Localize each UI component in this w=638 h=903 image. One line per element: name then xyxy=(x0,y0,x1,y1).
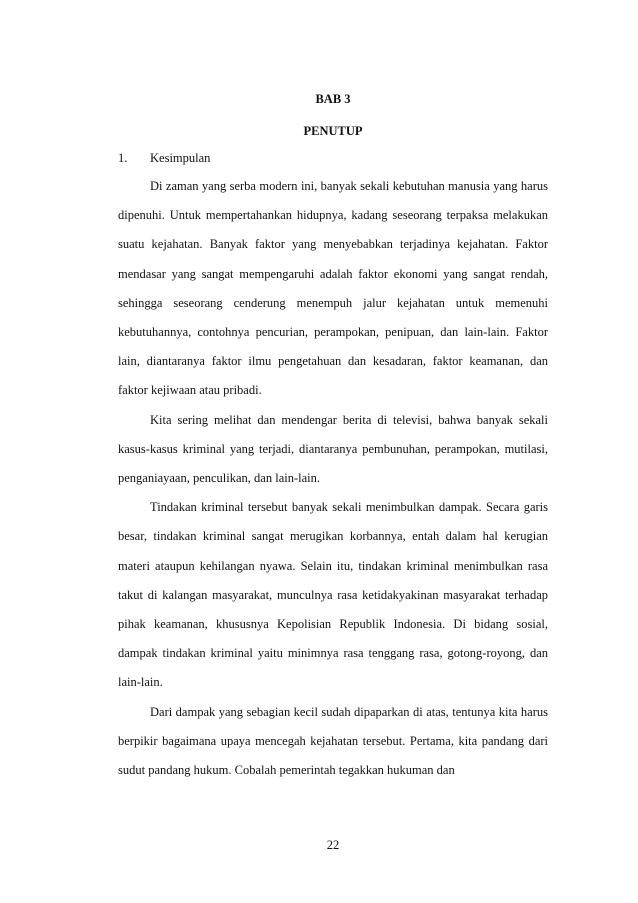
section-number: 1. xyxy=(118,151,128,165)
page-number: 22 xyxy=(326,838,340,852)
paragraph: Kita sering melihat dan mendengar berita di televisi, bahwa banyak sekali kasus-kasus kriminal yang terjadi, diantaranya pembunuhan, perampokan, mutilasi, penganiayaan, penculikan, dan lain-lain. xyxy=(118,412,548,486)
chapter-heading: BAB 3 xyxy=(315,92,351,106)
body-text xyxy=(118,172,548,785)
section-label: Kesimpulan xyxy=(150,151,211,165)
paragraph: Dari dampak yang sebagian kecil sudah dipaparkan di atas, tentunya kita harus berpikir bagaimana upaya mencegah kejahatan tersebut. Pertama, kita pandang dari sudut pandang hukum. Cobalah pemerintah tegakkan hukuman dan xyxy=(118,704,548,778)
paragraph: Tindakan kriminal tersebut banyak sekali menimbulkan dampak. Secara garis besar, tindakan kriminal sangat merugikan korbannya, entah dalam hal kerugian materi ataupun kehilangan nyawa. Selain itu, tindakan kriminal menimbulkan rasa takut di kalangan masyarakat, munculnya rasa ketidakyakinan masyarakat terhadap pihak keamanan, khususnya Kepolisian Republik Indonesia. Di bidang sosial, dampak tindakan kriminal yaitu minimnya rasa tenggang rasa, gotong-royong, dan lain-lain. xyxy=(118,500,548,690)
section-heading xyxy=(118,150,210,166)
paragraph: Di zaman yang serba modern ini, banyak sekali kebutuhan manusia yang harus dipenuhi. Untuk mempertahankan hidupnya, kadang seseorang terpaksa melakukan suatu kejahatan. Banyak faktor yang menyebabkan terjadinya kejahatan. Faktor mendasar yang sangat mempengaruhi adalah faktor ekonomi yang sangat rendah, sehingga seseorang cenderung menempuh jalur kejahatan untuk memenuhi kebutuhannya, contohnya pencurian, perampokan, penipuan, dan lain-lain. Faktor lain, diantaranya faktor ilmu pengetahuan dan kesadaran, faktor keamanan, dan faktor kejiwaan atau pribadi. xyxy=(118,179,548,398)
chapter-title: PENUTUP xyxy=(303,124,363,138)
